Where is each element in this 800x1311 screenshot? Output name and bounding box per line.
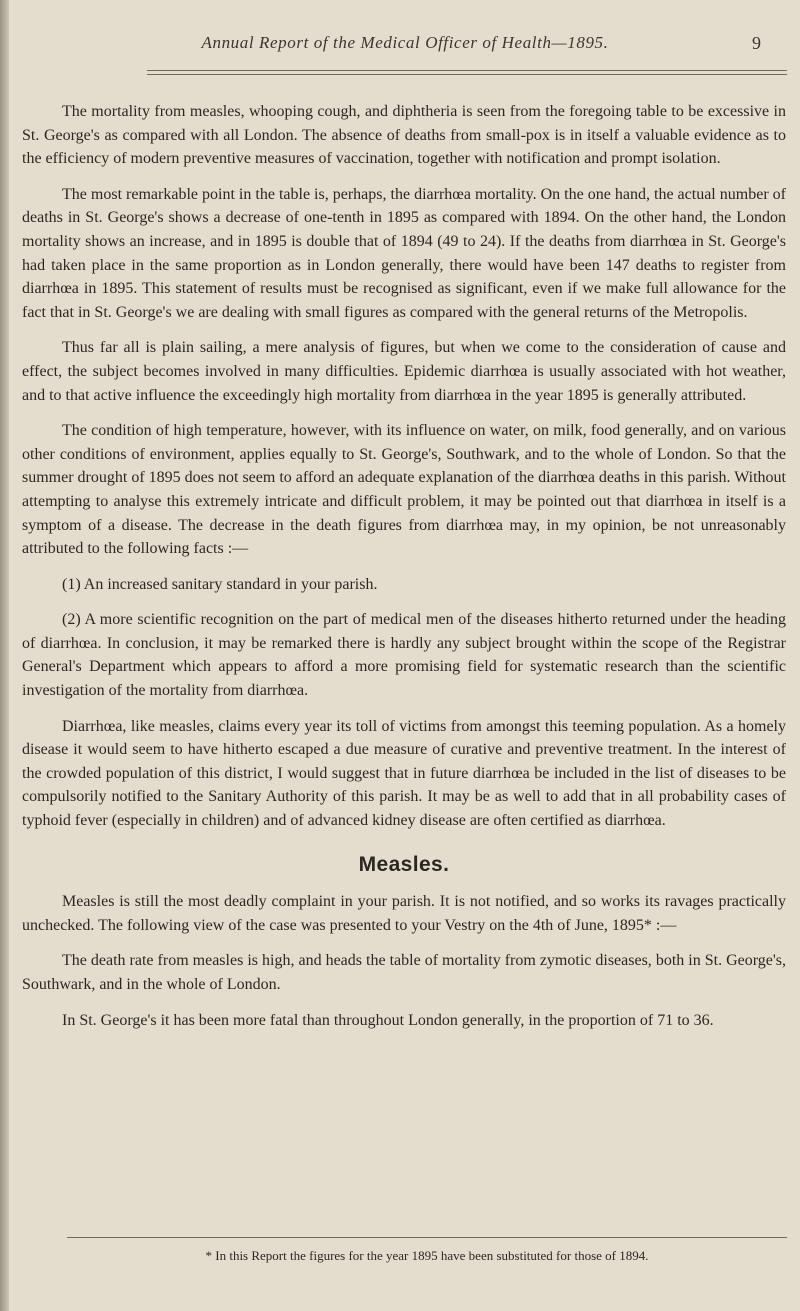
paragraph: Measles is still the most deadly complaint in your parish. It is not notified, and so works its ravages practically unchecked. The following view of the case was presented to your Vestry on the 4th of June, 1895* :— xyxy=(22,893,786,934)
paragraph: Diarrhœa, like measles, claims every year its toll of victims from amongst this teeming population. As a homely disease it would seem to have hitherto escaped a due measure of curative and preventive treatment. In the interest of the crowded population of this district, I would suggest that in future diarrhœa be included in the list of diseases to be compulsorily notified to the Sanitary Authority of this parish. It may be as well to add that in all probability cases of typhoid fever (especially in children) and of advanced kidney disease are often certified as diarrhœa. xyxy=(22,717,786,830)
paragraph: The most remarkable point in the table is, perhaps, the diarrhœa mortality. On the one hand, the actual number of deaths in St. George's shows a decrease of one-tenth in 1895 as compared with 1894. On the other hand, the London mortality shows an increase, and in 1895 is double that of 1894 (49 to 24). If the deaths from diarrhœa in St. George's had taken place in the same proportion as in London generally, there would have been 147 deaths to register from diarrhœa in 1895. This statement of results must be recognised as significant, even if we make full allowance for the fact that in St. George's we are dealing with small figures as compared with the general returns of the Metropolis. xyxy=(22,185,786,321)
header-rule xyxy=(147,70,787,71)
paragraph: Thus far all is plain sailing, a mere analysis of figures, but when we come to the consideration of cause and effect, the subject becomes involved in many difficulties. Epidemic diarrhœa is usually associated with hot weather, and to that active influence the exceedingly high mortality from diarrhœa in the year 1895 is generally attributed. xyxy=(22,339,786,404)
section-heading: Measles. xyxy=(358,852,450,876)
document-page xyxy=(12,0,798,1311)
page-binding-edge xyxy=(0,0,9,1311)
footnote: * In this Report the figures for the year 1895 have been substituted for those of 1894. xyxy=(205,1248,649,1263)
list-item-paragraph: (1) An increased sanitary standard in your parish. xyxy=(62,575,378,593)
running-head: Annual Report of the Medical Officer of Health—1895. xyxy=(201,33,609,52)
list-item-paragraph: (2) A more scientific recognition on the part of medical men of the diseases hitherto returned under the heading of diarrhœa. In conclusion, it may be remarked there is hardly any subject brought within the scope of the Registrar General's Department which appears to afford a more promising field for systematic research than the scientific investigation of the mortality from diarrhœa. xyxy=(22,611,786,700)
paragraph: The condition of high temperature, however, with its influence on water, on milk, food generally, and on various other conditions of environment, applies equally to St. George's, Southwark, and to the whole of London. So that the summer drought of 1895 does not seem to afford an adequate explanation of the diarrhœa deaths in this parish. Without attempting to analyse this extremely intricate and difficult problem, it may be pointed out that diarrhœa in itself is a symptom of a disease. The decrease in the death figures from diarrhœa may, in my opinion, be not unreasonably attributed to the following facts :— xyxy=(22,422,786,558)
footnote-rule xyxy=(67,1237,787,1238)
header-rule xyxy=(147,74,787,75)
paragraph: The death rate from measles is high, and heads the table of mortality from zymotic diseases, both in St. George's, Southwark, and in the whole of London. xyxy=(22,952,786,993)
paragraph: The mortality from measles, whooping cough, and diphtheria is seen from the foregoing table to be excessive in St. George's as compared with all London. The absence of deaths from small-pox is in itself a valuable evidence as to the efficiency of modern preventive measures of vaccination, together with notification and prompt isolation. xyxy=(22,103,786,168)
paragraph: In St. George's it has been more fatal than throughout London generally, in the proportion of 71 to 36. xyxy=(62,1011,714,1029)
page-number: 9 xyxy=(752,33,761,53)
body-text xyxy=(22,100,786,1044)
